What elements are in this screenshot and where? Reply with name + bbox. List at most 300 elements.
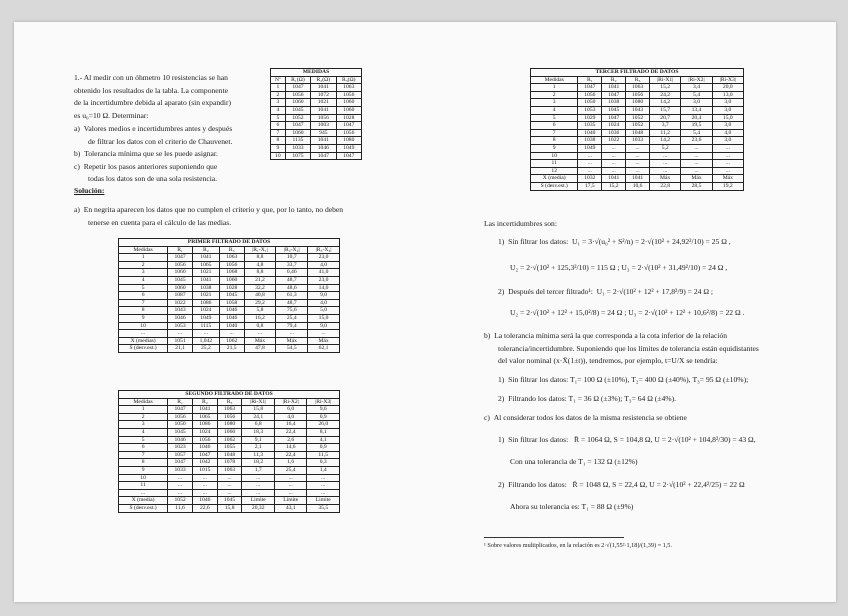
table-title: TERCER FILTRADO DE DATOS [531, 69, 744, 77]
table-cell: 10 [531, 152, 578, 160]
table-cell: 5,2 [650, 144, 681, 152]
formula-4: U₂ = 2·√(10² + 12² + 15,0²/8) = 24 Ω ; U₃ = 2·√(10² + 12² + 10,6²/8) = 22 Ω . [510, 308, 745, 317]
table-cell: 1047 [168, 254, 193, 262]
table-cell: ... [681, 152, 712, 160]
problem-items [74, 123, 232, 186]
table-cell: 48,7 [276, 299, 308, 307]
table-cell: 0,9 [307, 413, 340, 421]
table-cell: 1038 [192, 284, 219, 292]
table-cell: 5 [119, 436, 168, 444]
table-cell: ... [681, 144, 712, 152]
table-cell: Limite [242, 497, 274, 505]
problem-line: es u₀=10 Ω. Determinar: [74, 110, 149, 120]
table-cell: 4,0 [308, 299, 340, 307]
table-cell: 1047 [602, 114, 626, 122]
table-cell: 1 [119, 406, 168, 414]
table-cell: ... [242, 489, 274, 497]
table-cell: 1052 [626, 122, 650, 130]
column-header: R₁ [168, 398, 193, 406]
table-row [119, 292, 340, 300]
third-filter-table [530, 68, 744, 191]
table-cell: 5 [119, 284, 168, 292]
table-cell: 11 [531, 160, 578, 168]
table-row [531, 137, 744, 145]
table-cell: 1041 [192, 406, 217, 414]
table-cell: 4 [119, 428, 168, 436]
table-cell: 5,4 [681, 91, 712, 99]
table-title: SEGUNDO FILTRADO DE DATOS [119, 391, 340, 399]
table-cell: 1056 [336, 129, 361, 137]
table-cell: 1050 [578, 99, 602, 107]
table-row [531, 175, 744, 183]
table-cell: 1043 [168, 307, 193, 315]
table-cell: 14,2 [650, 99, 681, 107]
table-cell: 11,2 [650, 129, 681, 137]
table-cell: ... [578, 160, 602, 168]
table-cell: 1050 [168, 421, 193, 429]
table-cell: 8 [271, 137, 286, 145]
table-cell: ... [712, 167, 743, 175]
column-header: R₃ [219, 246, 244, 254]
table-cell: ... [626, 152, 650, 160]
table-cell: 10 [119, 474, 168, 482]
table-cell: 6 [271, 122, 286, 130]
table-cell: 9 [119, 314, 168, 322]
table-title: MEDIDAS [271, 69, 362, 77]
item-b: b) Tolerancia mínima que se les puede asignar. [74, 149, 218, 158]
table-cell: ... [602, 152, 626, 160]
table-cell: 1041 [602, 175, 626, 183]
table-cell: ... [307, 482, 340, 490]
table-cell: 1075 [285, 152, 310, 160]
table-cell: ... [168, 482, 193, 490]
formula-c2: R̄ = 1048 Ω, S = 22,4 Ω, U = 2·√(10² + 22,4²/25) = 22 Ω [572, 480, 745, 489]
table-row [271, 99, 362, 107]
table-cell: 18,2 [242, 459, 274, 467]
table-cell: 1041 [192, 254, 219, 262]
table-cell: 1078 [217, 459, 242, 467]
table-title: PRIMER FILTRADO DE DATOS [119, 239, 340, 247]
table-cell: 1045 [602, 106, 626, 114]
table-cell: 1 [531, 84, 578, 92]
column-header: |Ri-X̄1| [242, 398, 274, 406]
table-cell: 1041 [311, 137, 336, 145]
table-cell: 9,6 [307, 406, 340, 414]
part-b1: 1) Sin filtrar los datos: T₁= 100 Ω (±10%), T₂= 400 Ω (±40%), T₃= 95 Ω (±10%); [498, 375, 749, 384]
table-cell: 1045 [168, 428, 193, 436]
table-row [531, 129, 744, 137]
table-cell: 3,0 [712, 106, 743, 114]
table-cell: 4 [119, 276, 168, 284]
table-cell: 1021 [192, 269, 219, 277]
table-row [119, 482, 340, 490]
part-c1: 1) Sin filtrar los datos: R̄ = 1064 Ω, S = 104,8 Ω, U = 2·√(10² + 104,8²/30) = 43 Ω, [498, 435, 756, 444]
table-cell: 1047 [336, 152, 361, 160]
table-cell: 1024 [602, 122, 626, 130]
table-row [271, 91, 362, 99]
table-cell: 1022 [168, 299, 193, 307]
table-cell: 17,5 [578, 182, 602, 190]
table-cell: 1028 [219, 284, 244, 292]
table-row [119, 497, 340, 505]
table-cell: 1047 [602, 91, 626, 99]
table-cell: 1049 [578, 144, 602, 152]
table-cell: 4,8 [244, 261, 276, 269]
table-cell: Máx [244, 337, 276, 345]
table-cell: 3,0 [712, 122, 743, 130]
table-cell: Máx [712, 175, 743, 183]
table-cell: 1 [119, 254, 168, 262]
table-cell: 1056 [219, 261, 244, 269]
table-cell: ... [274, 489, 306, 497]
table-cell: 1058 [219, 299, 244, 307]
table-cell: ... [712, 160, 743, 168]
table-cell: 2 [271, 91, 286, 99]
table-cell: 2 [119, 261, 168, 269]
column-header: |Ri-X̄3| [307, 398, 340, 406]
table-cell: 24,1 [242, 413, 274, 421]
table-cell: 10,7 [276, 254, 308, 262]
table-cell: 1,4 [307, 466, 340, 474]
table-cell: 7 [271, 129, 286, 137]
table-cell: 5,8 [244, 307, 276, 315]
table-row [119, 444, 340, 452]
formula-c1: R̄ = 1064 Ω, S = 104,8 Ω, U = 2·√(10² + 104,8²/30) = 43 Ω, [573, 435, 756, 444]
problem-line: de la incertidumbre debida al aparato (sin expandir) [74, 98, 232, 107]
table-row [119, 504, 340, 512]
table-cell: 8,1 [307, 428, 340, 436]
table-row [271, 137, 362, 145]
table-cell: 22,4 [274, 451, 306, 459]
table-cell: 3,4 [681, 84, 712, 92]
part-c2: 2) Filtrando los datos: R̄ = 1048 Ω, S = 22,4 Ω, U = 2·√(10² + 22,4²/25) = 22 Ω [498, 480, 745, 489]
table-cell: 1032 [578, 175, 602, 183]
table-cell: ... [119, 330, 168, 338]
solucion-a: a) En negrita aparecen los datos que no cumplen el criterio y que, por lo tanto, no deben tenerse en cuenta para el cálculo de las medias. [74, 205, 344, 227]
table-row [119, 345, 340, 353]
column-header: R₂ [192, 398, 217, 406]
table-cell: 15,7 [650, 106, 681, 114]
table-row [531, 122, 744, 130]
table-cell: 29,2 [244, 299, 276, 307]
table-cell: 1021 [192, 292, 219, 300]
formula-3: U₁ = 2·√(10² + 12² + 17,8²/9) = 24 Ω ; [596, 287, 713, 296]
column-header: R₃ [217, 398, 242, 406]
table-cell: 1,6 [274, 459, 306, 467]
table-cell: 5 [271, 114, 286, 122]
part-c2-tolerance: Ahora su tolerancia es: T₁ = 88 Ω (±9%) [510, 502, 634, 511]
table-cell: 1040 [578, 129, 602, 137]
table-cell: 14,0 [308, 284, 340, 292]
table-cell: 1060 [217, 428, 242, 436]
table-cell: 12 [531, 167, 578, 175]
table-cell: 1046 [192, 444, 217, 452]
column-header: Medidas [531, 76, 578, 84]
table-row [271, 106, 362, 114]
table-cell: 1080 [626, 99, 650, 107]
column-header: Medidas [119, 398, 168, 406]
table-cell: 1055 [217, 444, 242, 452]
table-cell: 25,4 [276, 314, 308, 322]
table-cell: 1086 [192, 421, 217, 429]
table-cell: 33,7 [276, 261, 308, 269]
table-cell: 6 [531, 122, 578, 130]
table-cell: 1028 [336, 114, 361, 122]
table-cell: 19,5 [681, 122, 712, 130]
table-cell: 28,5 [681, 182, 712, 190]
table-cell: 1056 [336, 91, 361, 99]
table-cell: 3 [531, 99, 578, 107]
table-row [119, 428, 340, 436]
table-cell: ... [681, 160, 712, 168]
table-cell: ... [650, 152, 681, 160]
table-cell: 3,0 [681, 99, 712, 107]
table-cell: 1053 [168, 322, 193, 330]
table-cell: 1046 [192, 497, 217, 505]
table-cell: 1052 [168, 497, 193, 505]
table-cell: 20,32 [242, 504, 274, 512]
table-cell: 1056 [285, 91, 310, 99]
table-cell: 3 [271, 99, 286, 107]
table-cell: ... [626, 144, 650, 152]
table-cell: ... [626, 160, 650, 168]
table-cell: 1046 [168, 436, 193, 444]
first-filter-table [118, 238, 340, 353]
table-cell: 15,0 [308, 314, 340, 322]
footnote: ¹ Sobre valores multiplicados, en la relación es 2·√(1,55²·1,18)/(1,39) = 1,5. [484, 542, 672, 549]
table-cell: 14,2 [650, 137, 681, 145]
table-cell: 10 [119, 322, 168, 330]
table-cell: ... [168, 489, 193, 497]
table-row [119, 489, 340, 497]
table-cell: S (desv.est.) [531, 182, 578, 190]
table-cell: 1060 [168, 269, 193, 277]
table-row [531, 84, 744, 92]
table-cell: 20,0 [712, 84, 743, 92]
table-cell: 32,2 [244, 284, 276, 292]
table-cell: 40,8 [244, 292, 276, 300]
table-row [119, 451, 340, 459]
table-cell: 22,4 [274, 428, 306, 436]
table-cell: 9 [271, 144, 286, 152]
table-cell: 1080 [336, 137, 361, 145]
table-row [531, 160, 744, 168]
table-cell: 1049 [336, 144, 361, 152]
table-cell: Máx [681, 175, 712, 183]
step2: 2) Después del tercer filtrado¹: U₁ = 2·√(10² + 12² + 17,8²/9) = 24 Ω ; [498, 287, 713, 296]
part-c1-tolerance: Con una tolerancia de T₁ = 132 Ω (±12%) [510, 457, 638, 466]
table-cell: Máx [308, 337, 340, 345]
table-cell: 1045 [219, 292, 244, 300]
table-row [531, 106, 744, 114]
table-cell: ... [712, 144, 743, 152]
table-cell: ... [192, 489, 217, 497]
table-cell: 13,0 [712, 91, 743, 99]
table-cell: 25,4 [274, 466, 306, 474]
table-cell: 4 [271, 106, 286, 114]
table-cell: 1047 [311, 152, 336, 160]
table-row [531, 144, 744, 152]
table-cell: S (desv.est.) [119, 504, 168, 512]
table-cell: 1038 [602, 99, 626, 107]
table-cell: 1060 [285, 129, 310, 137]
column-header: |R₃-X̄₃| [308, 246, 340, 254]
footnote-rule [484, 537, 624, 538]
table-cell: 48,6 [276, 284, 308, 292]
table-cell: 20,4 [681, 114, 712, 122]
table-row [531, 99, 744, 107]
table-cell: 1060 [336, 99, 361, 107]
table-header-row [119, 398, 340, 406]
table-cell: 9,1 [242, 436, 274, 444]
table-row [119, 474, 340, 482]
table-cell: 1086 [192, 299, 219, 307]
table-cell: 3 [119, 421, 168, 429]
table-cell: 8 [531, 137, 578, 145]
column-header: |Ri-X̄2| [274, 398, 306, 406]
table-cell: 20,7 [650, 114, 681, 122]
table-cell: 26,0 [307, 421, 340, 429]
table-cell: 6,8 [242, 421, 274, 429]
table-cell: 6 [119, 292, 168, 300]
table-cell: 2,1 [242, 444, 274, 452]
table-cell: 8 [119, 459, 168, 467]
table-cell: ... [244, 330, 276, 338]
item-c: c) Repetir los pasos anteriores suponiendo que [74, 161, 218, 171]
table-cell: 1038 [578, 137, 602, 145]
table-cell: 1023 [168, 444, 193, 452]
table-row [271, 114, 362, 122]
table-cell: 61,3 [276, 292, 308, 300]
table-cell: 13,4 [681, 106, 712, 114]
table-cell: 1135 [285, 137, 310, 145]
item-a: a) Valores medios e incertidumbres antes y después [74, 124, 233, 133]
table-cell: 5,4 [681, 129, 712, 137]
table-cell: 0,3 [307, 459, 340, 467]
table-cell: 1060 [285, 99, 310, 107]
problem-statement [74, 72, 231, 122]
table-cell: 10 [271, 152, 286, 160]
step1: 1) Sin filtrar los datos: U₁ = 3·√(u₀² + S²/n) = 2·√(10² + 24,92²/10) = 25 Ω , [498, 237, 731, 246]
table-cell: ... [219, 330, 244, 338]
table-cell: 1063 [626, 84, 650, 92]
table-cell: 24,2 [650, 91, 681, 99]
table-cell: 1056 [626, 91, 650, 99]
table-cell: 1047 [285, 84, 310, 92]
table-cell: ... [119, 489, 168, 497]
table-cell: 1063 [219, 254, 244, 262]
table-cell: 1047 [192, 451, 217, 459]
table-cell: 1060 [336, 106, 361, 114]
column-header: R₂ [602, 76, 626, 84]
table-cell: 1041 [311, 84, 336, 92]
table-cell: 23,0 [308, 276, 340, 284]
table-row [119, 459, 340, 467]
table-cell: 11,6 [168, 504, 193, 512]
table-row [119, 436, 340, 444]
table-cell: 7 [531, 129, 578, 137]
table-cell: ... [274, 482, 306, 490]
table-cell: 1046 [168, 314, 193, 322]
table-cell: 23,0 [308, 254, 340, 262]
table-cell: 6,0 [274, 406, 306, 414]
table-row [119, 284, 340, 292]
table-cell: ... [274, 474, 306, 482]
table-cell: 1052 [626, 114, 650, 122]
table-cell: 1056 [192, 436, 217, 444]
table-cell: 23,6 [681, 137, 712, 145]
table-cell: ... [578, 167, 602, 175]
table-cell: 11,3 [242, 451, 274, 459]
table-row [119, 330, 340, 338]
column-header: |R₁-X̄₁| [244, 246, 276, 254]
table-row [119, 413, 340, 421]
table-cell: Limite [274, 497, 306, 505]
table-cell: ... [276, 330, 308, 338]
table-cell: 0,46 [276, 269, 308, 277]
table-row [119, 261, 340, 269]
table-row [119, 254, 340, 262]
table-row [119, 322, 340, 330]
column-header: |Ri-X̄1| [650, 76, 681, 84]
table-row [119, 406, 340, 414]
table-cell: ... [602, 167, 626, 175]
table-cell: 15,2 [650, 84, 681, 92]
table-cell: 1063 [217, 466, 242, 474]
table-cell: 1056 [217, 413, 242, 421]
table-cell: 1065 [192, 261, 219, 269]
column-header: R₂ [192, 246, 219, 254]
table-cell: 1062 [217, 436, 242, 444]
table-cell: 22,6 [192, 504, 217, 512]
table-cell: ... [242, 482, 274, 490]
table-row [271, 152, 362, 160]
table-cell: 1049 [192, 314, 219, 322]
table-cell: 2 [119, 413, 168, 421]
table-cell: 1047 [336, 122, 361, 130]
table-row [119, 276, 340, 284]
table-row [119, 466, 340, 474]
column-header: R₁ [168, 246, 193, 254]
table-cell: 9 [531, 144, 578, 152]
table-cell: ... [168, 330, 193, 338]
table-cell: 1060 [168, 284, 193, 292]
table-cell: 21,2 [244, 276, 276, 284]
table-cell: ... [602, 144, 626, 152]
table-cell: 15,8 [242, 406, 274, 414]
table-cell: ... [242, 474, 274, 482]
table-cell: 8,8 [244, 254, 276, 262]
table-cell: 1045 [168, 276, 193, 284]
table-cell: 1063 [217, 406, 242, 414]
table-cell: X (media) [119, 497, 168, 505]
table-cell: 1033 [285, 144, 310, 152]
table-cell: ... [712, 152, 743, 160]
table-cell: 1041 [626, 175, 650, 183]
table-row [531, 91, 744, 99]
table-cell: Máx [650, 175, 681, 183]
table-cell: ... [192, 330, 219, 338]
formula-1: U₁ = 3·√(u₀² + S²/n) = 2·√(10² + 24,92²/10) = 25 Ω , [572, 237, 731, 246]
table-cell: 1115 [192, 322, 219, 330]
table-cell: 1 [271, 84, 286, 92]
table-cell: ... [602, 160, 626, 168]
document-page [14, 22, 836, 602]
table-cell: 1041 [311, 106, 336, 114]
table-cell: 1056 [578, 91, 602, 99]
table-cell: 1046 [219, 307, 244, 315]
table-cell: 5,0 [308, 307, 340, 315]
